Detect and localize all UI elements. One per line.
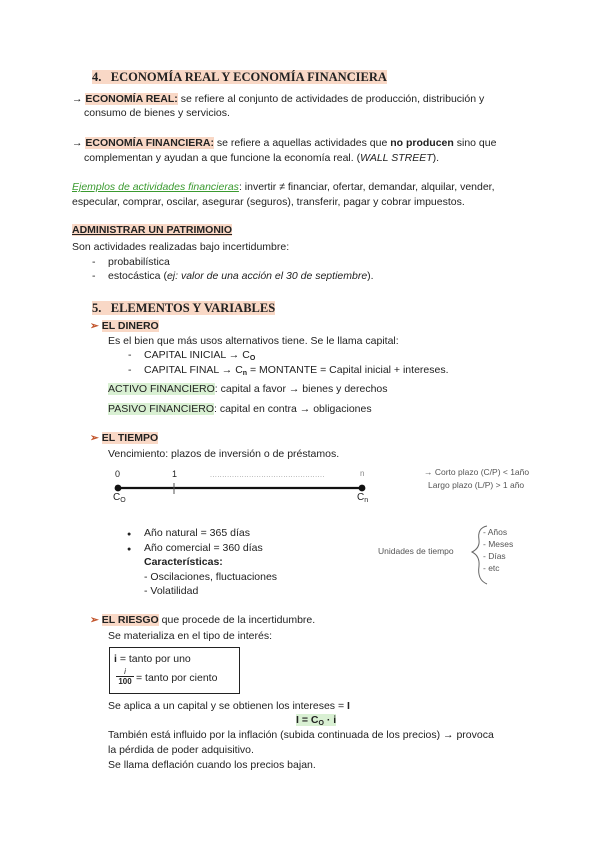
arrow-icon: →	[72, 93, 83, 105]
pasivo-rest: : capital en contra → obligaciones	[214, 403, 372, 415]
bullet-dot-icon: ●	[127, 546, 132, 553]
dash-bullet: -	[92, 270, 96, 282]
riesgo-heading	[90, 614, 315, 626]
dash-bullet: -	[128, 364, 132, 376]
applies-text: Se aplica a un capital y se obtienen los intereses =	[108, 700, 348, 712]
capital-inicial-sub: O	[249, 355, 256, 362]
c0-label	[113, 492, 126, 504]
ano-natural	[127, 527, 250, 539]
cn-label	[357, 492, 368, 504]
box-i: i	[114, 653, 117, 665]
pasivo-term: PASIVO FINANCIERO	[108, 403, 214, 415]
caracteristicas-1: - Oscilaciones, fluctuaciones	[144, 571, 278, 583]
largo-plazo: Largo plazo (L/P) > 1 año	[428, 480, 525, 490]
tick-1-label: 1	[172, 469, 178, 479]
c0-sub: O	[120, 497, 126, 504]
section-4-heading	[92, 70, 387, 85]
economia-financiera-line2	[84, 152, 439, 164]
dinero-heading	[90, 320, 159, 332]
capital-final-text	[144, 364, 449, 377]
unidades-tiempo-label: Unidades de tiempo	[378, 546, 454, 556]
ano-comercial	[127, 542, 263, 554]
capital-final-sub: n	[242, 370, 248, 377]
formula-a: I = C	[296, 714, 319, 726]
cn-letter: C	[357, 492, 365, 503]
economia-financiera-text-2a: complementan y ayudan a que funcione la economía real. (	[84, 152, 361, 164]
activo-financiero	[108, 383, 388, 395]
timeline-end-dot	[359, 485, 366, 492]
riesgo-title-rest: que procede de la incertidumbre.	[158, 614, 316, 626]
unidad-anos: - Años	[483, 527, 508, 537]
unidad-etc: - etc	[483, 563, 500, 573]
riesgo-desc: Se materializa en el tipo de interés:	[108, 630, 273, 642]
section-4-heading-highlight	[92, 70, 387, 84]
patrimonio-title: ADMINISTRAR UN PATRIMONIO	[72, 224, 233, 236]
formula-sub: O	[318, 720, 324, 727]
c0-letter: C	[113, 492, 121, 503]
section-4-number: 4.	[92, 70, 102, 84]
timeline-dots: ...............................................	[210, 472, 325, 479]
activo-term: ACTIVO FINANCIERO	[108, 383, 215, 395]
economia-real-line2: consumo de bienes y servicios.	[84, 107, 230, 119]
section-5-heading-highlight	[92, 301, 275, 315]
patrimonio-item-1	[92, 256, 170, 268]
estocastica-a: estocástica (	[108, 270, 167, 282]
examples-text-1: : invertir ≠ financiar, ofertar, demandar, alquilar, vender,	[238, 181, 495, 193]
patrimonio-intro: Son actividades realizadas bajo incertidumbre:	[72, 241, 290, 253]
unidad-dias: - Días	[483, 551, 506, 561]
estocastica-example: ej: valor de una acción el 30 de septiembre	[166, 270, 368, 282]
economia-real-line1	[72, 93, 484, 105]
fraction-denominator: 100	[116, 676, 134, 687]
economia-real-text: se refiere al conjunto de actividades de producción, distribución y	[177, 93, 485, 105]
dash-bullet: -	[128, 349, 132, 361]
formula-highlight	[296, 714, 336, 726]
patrimonio-item-2	[92, 270, 374, 282]
arrow-bullet-icon: ➢	[90, 614, 99, 626]
interest-formula	[296, 714, 336, 727]
activo-rest: : capital a favor → bienes y derechos	[214, 383, 388, 395]
section-4-title: ECONOMÍA REAL Y ECONOMÍA FINANCIERA	[110, 70, 387, 84]
ano-comercial-text: Año comercial = 360 días	[144, 542, 263, 554]
economia-financiera-term: ECONOMÍA FINANCIERA:	[85, 137, 214, 149]
examples-label: Ejemplos de actividades financieras	[72, 181, 239, 193]
pasivo-financiero	[108, 403, 372, 415]
timeline-axis	[112, 480, 372, 496]
capital-final-label: CAPITAL FINAL → C	[144, 364, 243, 376]
box-line-1	[114, 653, 191, 665]
economia-financiera-text-a: se refiere a aquellas actividades que	[213, 137, 391, 149]
economia-financiera-text-2c: ).	[432, 152, 440, 164]
corto-plazo: → Corto plazo (C/P) < 1año	[424, 467, 530, 477]
fraction	[116, 667, 134, 687]
dinero-desc: Es el bien que más usos alternativos tiene. Se le llama capital:	[108, 335, 399, 347]
inflation-line-2: la pérdida de poder adquisitivo.	[108, 744, 254, 756]
formula-b: · i	[323, 714, 337, 726]
economia-financiera-line1	[72, 137, 496, 149]
inflation-line-1: También está influido por la inflación (subida continuada de los precios) → provoca	[108, 729, 494, 741]
economia-real-term: ECONOMÍA REAL:	[85, 93, 178, 105]
section-5-title: ELEMENTOS Y VARIABLES	[110, 301, 276, 315]
estocastica-text	[108, 270, 374, 282]
capital-inicial-text	[144, 349, 255, 362]
estocastica-c: ).	[367, 270, 374, 282]
capital-inicial-label: CAPITAL INICIAL → C	[144, 349, 250, 361]
riesgo-title: EL RIESGO	[101, 614, 159, 626]
wall-street-text: WALL STREET	[360, 152, 433, 164]
no-producen-text: no producen	[390, 137, 454, 149]
capital-inicial	[128, 349, 256, 362]
probabilistica-text: probabilística	[108, 256, 170, 268]
capital-final-rest: = MONTANTE = Capital inicial + intereses.	[247, 364, 449, 376]
tiempo-heading	[90, 432, 158, 444]
section-5-number: 5.	[92, 301, 102, 315]
timeline-start-dot	[115, 485, 122, 492]
tiempo-title: EL TIEMPO	[101, 432, 159, 444]
economia-financiera-text-c: sino que	[453, 137, 497, 149]
tick-n-label: n	[360, 469, 365, 478]
fraction-numerator: i	[124, 667, 126, 676]
cn-sub: n	[364, 497, 369, 504]
tanto-por-uno: = tanto por uno	[116, 653, 191, 665]
applies-bold: I	[347, 700, 350, 712]
tick-0-label: 0	[115, 469, 121, 479]
caracteristicas-heading: Características:	[144, 556, 223, 568]
examples-line1	[72, 181, 495, 193]
arrow-bullet-icon: ➢	[90, 432, 99, 444]
unidad-meses: - Meses	[483, 539, 514, 549]
tanto-por-ciento: = tanto por ciento	[136, 672, 218, 684]
arrow-icon: →	[72, 137, 83, 149]
caracteristicas-2: - Volatilidad	[144, 585, 199, 597]
section-5-heading	[92, 301, 275, 316]
patrimonio-heading	[72, 224, 232, 236]
dash-bullet: -	[92, 256, 96, 268]
capital-final	[128, 364, 449, 377]
tiempo-desc: Vencimiento: plazos de inversión o de préstamos.	[108, 448, 340, 460]
arrow-bullet-icon: ➢	[90, 320, 99, 332]
dinero-title: EL DINERO	[101, 320, 159, 332]
bullet-dot-icon: ●	[127, 531, 132, 538]
ano-natural-text: Año natural = 365 días	[144, 527, 250, 539]
deflation-line: Se llama deflación cuando los precios bajan.	[108, 759, 316, 771]
examples-line2: especular, comprar, oscilar, asegurar (seguros), transferir, pagar y cobrar impuestos.	[72, 196, 465, 208]
applies-line	[108, 700, 350, 712]
